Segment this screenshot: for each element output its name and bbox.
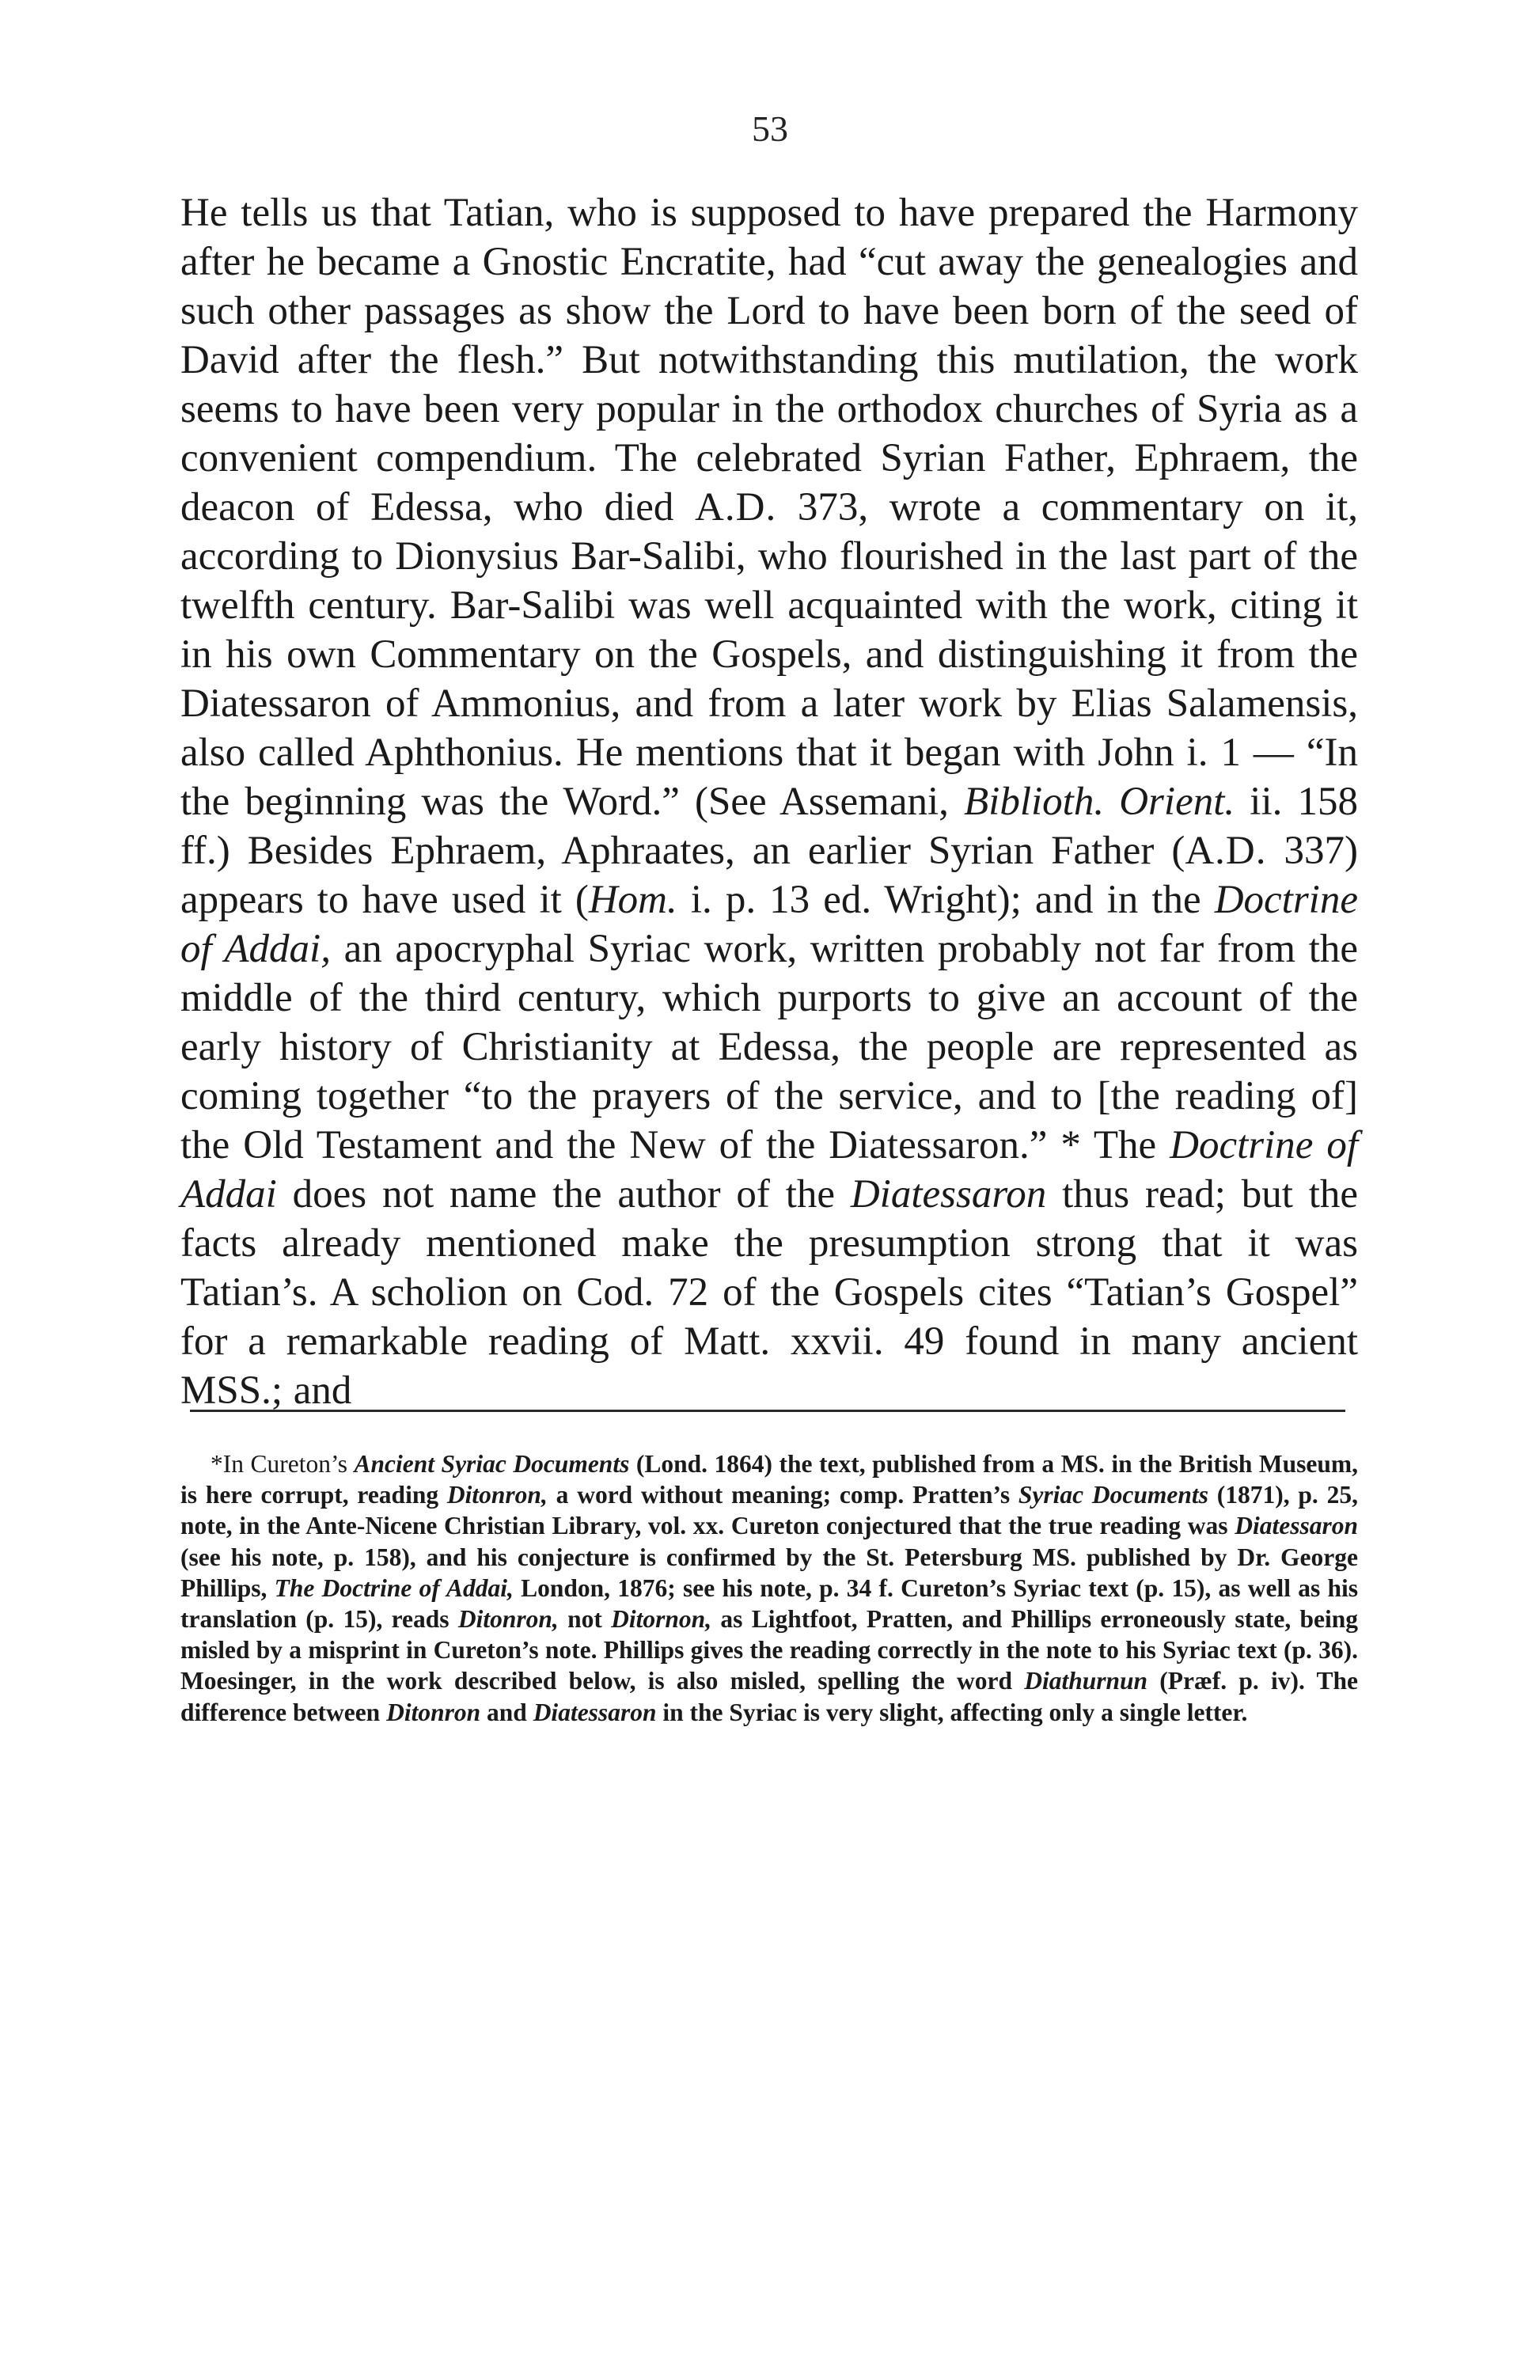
- footnote-text-run: a word without meaning; comp. Pratten’s: [547, 1481, 1018, 1509]
- footnote-text-run: not: [558, 1605, 612, 1634]
- footnote-text-run: London, 1876; see his note, p. 34 f. Cureton’s Syriac text (p. 15), as well as his translation (p. 15), reads: [180, 1573, 1358, 1634]
- era-abbreviation: A.D.: [1185, 829, 1267, 873]
- italic-title: Biblioth. Orient.: [964, 780, 1235, 824]
- footnote-italic: Ancient Syriac Documents: [354, 1450, 630, 1478]
- body-text-run: He tells us that Tatian, who is supposed to have prepared the Harmony after he became a Gnostic Encratite, had “cut away the genealogies and such other passages as show the Lord to have been born of the seed of David after the flesh.” But notwithstanding this mutilation, the work seems to have been very popular in the orthodox churches of Syria as a convenient compendium. The celebrated Syrian Father, Ephraem, the deacon of Edessa, who died: [180, 191, 1358, 530]
- body-text-run: 337) appears to have used it (: [180, 829, 1358, 922]
- italic-title: Hom.: [588, 878, 677, 922]
- footnote-text-run: and: [480, 1698, 533, 1726]
- footnote-italic: Diatessaron: [533, 1698, 657, 1726]
- main-paragraph: [180, 188, 1358, 1415]
- body-text-run: i. p. 13 ed. Wright); and in the: [677, 878, 1215, 922]
- footnote-divider: [190, 1410, 1345, 1412]
- footnote-italic: Ditonron,: [446, 1481, 548, 1509]
- body-text-run: an apocryphal Syriac work, written probably not far from the middle of the third century, which purports to give an account of the early history of Christianity at Edessa, the people are represented as coming together “to the prayers of the service, and to [the reading of] the Old Testament and the New of the Diatessaron.” * The: [180, 927, 1359, 1167]
- footnote-italic: Diathurnun: [1024, 1667, 1148, 1695]
- footnote-italic: Syriac Documents: [1018, 1481, 1208, 1509]
- footnote-italic: Diatessaron: [1235, 1512, 1358, 1540]
- footnote-text-run: *In Cureton’s: [211, 1450, 355, 1478]
- footnote-italic: Ditonron: [386, 1698, 481, 1726]
- body-text-run: thus read; but the facts already mentioned make the presumption strong that it was Tatian’s. A scholion on Cod. 72 of the Gospels cites “Tatian’s Gospel” for a remarkable reading of Matt. xxvii. 49 found in many ancient MSS.; and: [180, 1172, 1358, 1413]
- italic-title: Doctrine of Addai: [180, 1123, 1359, 1217]
- footnote-italic: Ditonron,: [457, 1605, 559, 1634]
- footnote-text-run: as Lightfoot, Pratten, and Phillips erroneously state, being misled by a misprint in Cureton’s note. Phillips gives the reading correctly in the note to his Syriac text (p. 36). Moesinger, in the work described below, is also misled, spelling the word: [180, 1605, 1359, 1695]
- footnote-text-run: (Lond. 1864) the text, published from a MS. in the British Museum, is here corrupt, reading: [180, 1450, 1359, 1509]
- footnote-text-run: (1871), p. 25, note, in the Ante-Nicene Christian Library, vol. xx. Cureton conjectured that the true reading was: [180, 1481, 1358, 1540]
- footnote-text-run: (see his note, p. 158), and his conjecture is confirmed by the St. Petersburg MS. published by Dr. George Phillips,: [180, 1543, 1358, 1602]
- italic-title: Doctrine of Addai,: [180, 878, 1358, 971]
- body-text-run: 373, wrote a commentary on it, according to Dionysius Bar-Salibi, who flourished in the last part of the twelfth century. Bar-Salibi was well acquainted with the work, citing it in his own Commentary on the Gospels, and distinguishing it from the Diatessaron of Ammonius, and from a later work by Elias Salamensis, also called Aphthonius. He mentions that it began with John i. 1 — “In the beginning was the Word.” (See Assemani,: [180, 485, 1358, 824]
- footnote: [180, 1448, 1358, 1728]
- body-text-run: does not name the author of the: [276, 1172, 851, 1217]
- page-number: 53: [752, 108, 788, 149]
- body-text-run: ii. 158 ff.) Besides Ephraem, Aphraates, an earlier Syrian Father (: [180, 780, 1358, 873]
- italic-title: Diatessaron: [850, 1172, 1047, 1217]
- footnote-text-run: (Præf. p. iv). The difference between: [180, 1667, 1358, 1726]
- footnote-italic: Ditornon,: [611, 1605, 712, 1634]
- footnote-italic: The Doctrine of Addai,: [274, 1573, 514, 1602]
- era-abbreviation: A.D.: [695, 485, 777, 530]
- footnote-text-run: in the Syriac is very slight, affecting only a single letter.: [656, 1698, 1248, 1726]
